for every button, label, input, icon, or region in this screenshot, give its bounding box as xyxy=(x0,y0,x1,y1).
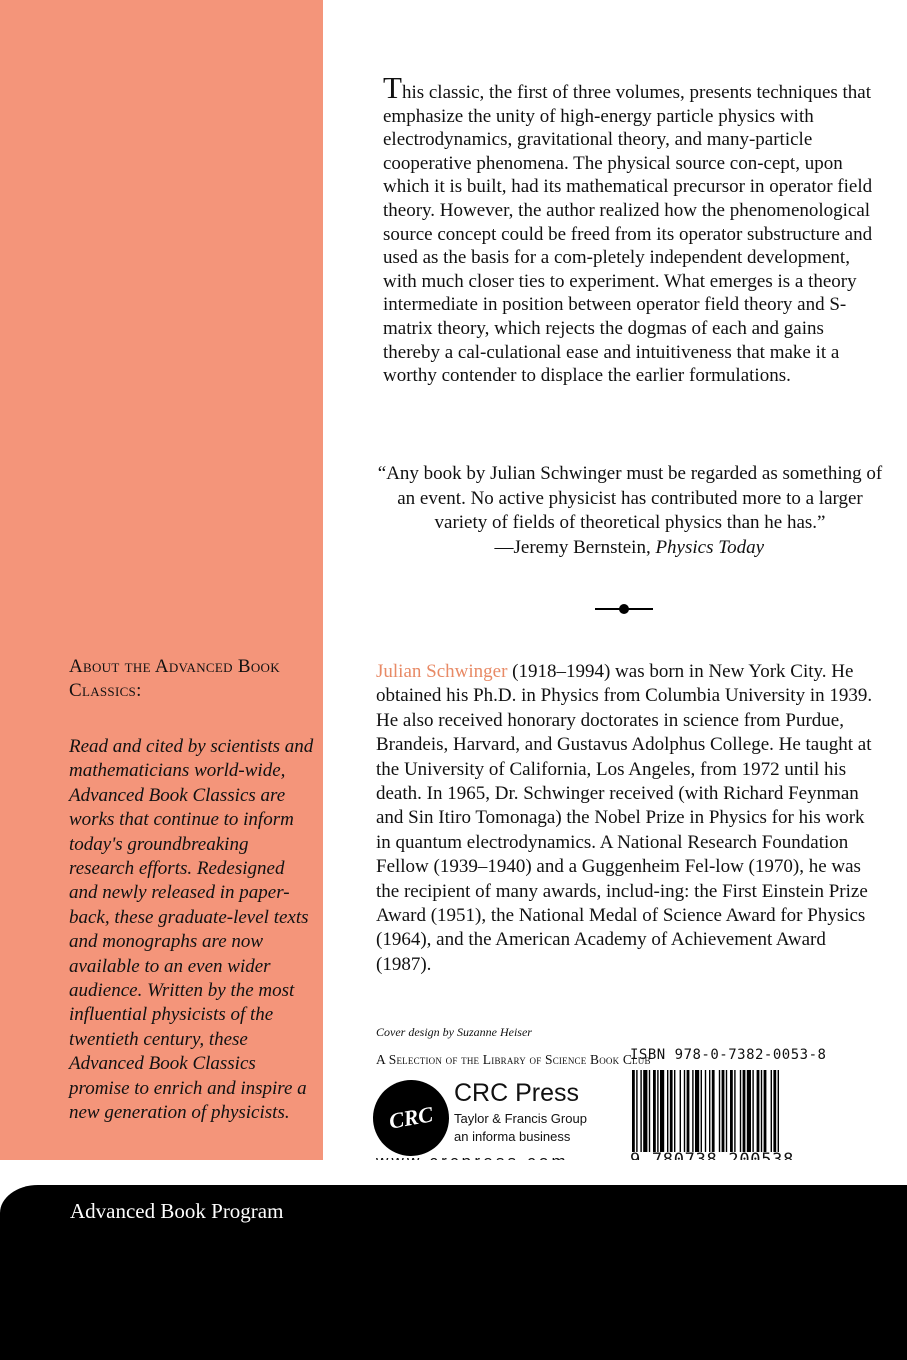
barcode-bar xyxy=(761,1070,762,1152)
barcode-bar xyxy=(643,1070,647,1152)
barcode-bar xyxy=(670,1070,673,1152)
barcode-bar xyxy=(712,1070,715,1152)
barcode xyxy=(630,1070,838,1152)
barcode-bar xyxy=(660,1070,664,1152)
barcode-bar xyxy=(722,1070,725,1152)
book-club-note: A Selection of the Library of Science Book Club xyxy=(376,1052,651,1067)
barcode-bar xyxy=(740,1070,741,1152)
barcode-bar xyxy=(640,1070,641,1152)
barcode-bar xyxy=(778,1070,779,1152)
barcode-bar xyxy=(636,1070,637,1152)
bio-text: (1918–1994) was born in New York City. He obtained his Ph.D. in Physics from Columbia University in 1939. He also received honorary doctorates in science from Purdue, Brandeis, Harvard, and Gustavus Adolphus College. He taught at the University of California, Los Angeles, from 1972 until his death. In 1965, Dr. Schwinger received (with Richard Feynman and Sin Itiro Tomonaga) the Nobel Prize in Physics for his work in quantum electrodynamics. A National Research Foundation Fellow (1939–1940) and a Guggenheim Fel-low (1970), he was the recipient of many awards, includ-ing: the First Einstein Prize Award (1951), the National Medal of Science Award for Physics (1964), and the American Academy of Achievement Award (1987). xyxy=(376,661,873,975)
barcode-bar xyxy=(674,1070,675,1152)
barcode-bar xyxy=(705,1070,706,1152)
author-name: Julian Schwinger xyxy=(376,661,508,682)
barcode-bar xyxy=(653,1070,656,1152)
barcode-bar xyxy=(747,1070,751,1152)
barcode-bar xyxy=(719,1070,720,1152)
barcode-bar xyxy=(726,1070,727,1152)
drop-cap: T xyxy=(383,70,402,105)
barcode-bar xyxy=(632,1070,635,1152)
barcode-bar xyxy=(684,1070,685,1152)
barcode-bar xyxy=(709,1070,710,1152)
quote-text: “Any book by Julian Schwinger must be regarded as something of an event. No active physicist has contributed more to a larger variety of fields of theoretical physics than he has.” xyxy=(377,463,883,533)
about-heading: About the Advanced Book Classics: xyxy=(69,656,280,701)
barcode-bar xyxy=(692,1070,693,1152)
isbn-label: ISBN 978-0-7382-0053-8 xyxy=(630,1047,827,1063)
cover-credit: Cover design by Suzanne Heiser xyxy=(376,1025,532,1039)
barcode-bar xyxy=(752,1070,753,1152)
barcode-bar xyxy=(730,1070,733,1152)
quote-author: —Jeremy Bernstein, xyxy=(494,536,656,558)
barcode-bar xyxy=(680,1070,681,1152)
barcode-bar xyxy=(764,1070,767,1152)
description-text: his classic, the first of three volumes, presents techniques that emphasize the unity of high-energy particle physics with electrodynamics, gravitational theory, and many-particle cooperative phenomena. The physical source con-cept, upon which it is built, had its mathematical precursor in operator field theory. However, the author realized how the phenomenological source concept could be freed from its operator substructure and used as the basis for a com-pletely independent development, with much closer ties to experiment. What emerges is a theory intermediate in position between operator field theory and S-matrix theory, which rejects the dogmas of each and gains thereby a cal-culational ease and intuitiveness that make it a worthy contender to displace the earlier formulations. xyxy=(383,82,873,387)
barcode-bar xyxy=(667,1070,668,1152)
barcode-bar xyxy=(701,1070,702,1152)
barcode-bar xyxy=(734,1070,735,1152)
barcode-bar xyxy=(773,1070,776,1152)
divider-ornament-icon xyxy=(595,602,653,616)
barcode-bar xyxy=(771,1070,772,1152)
barcode-bar xyxy=(757,1070,760,1152)
quote-source: Physics Today xyxy=(655,536,764,558)
program-label: Advanced Book Program xyxy=(70,1199,284,1223)
crc-logo-text: CRC xyxy=(387,1101,435,1134)
barcode-bar xyxy=(743,1070,746,1152)
review-quote xyxy=(370,462,890,560)
barcode-bar xyxy=(657,1070,658,1152)
author-bio xyxy=(376,660,873,977)
quote-attribution xyxy=(370,536,890,561)
publisher-name: CRC Press xyxy=(454,1079,580,1107)
barcode-bar xyxy=(695,1070,699,1152)
about-text: Read and cited by scientists and mathematicians world-wide, Advanced Book Classics are works that continue to inform today's groundbreaking research efforts. Redesigned and newly released in paper-back, these graduate-level texts and monographs are now available to an even wider audience. Written by the most influential physicists of the twentieth century, these Advanced Book Classics promise to enrich and inspire a new generation of physicists. xyxy=(69,736,314,1124)
book-description xyxy=(383,70,873,388)
barcode-bar xyxy=(687,1070,690,1152)
publisher-business: an informa business xyxy=(454,1129,571,1144)
barcode-bar xyxy=(649,1070,650,1152)
publisher-group: Taylor & Francis Group xyxy=(454,1111,587,1126)
